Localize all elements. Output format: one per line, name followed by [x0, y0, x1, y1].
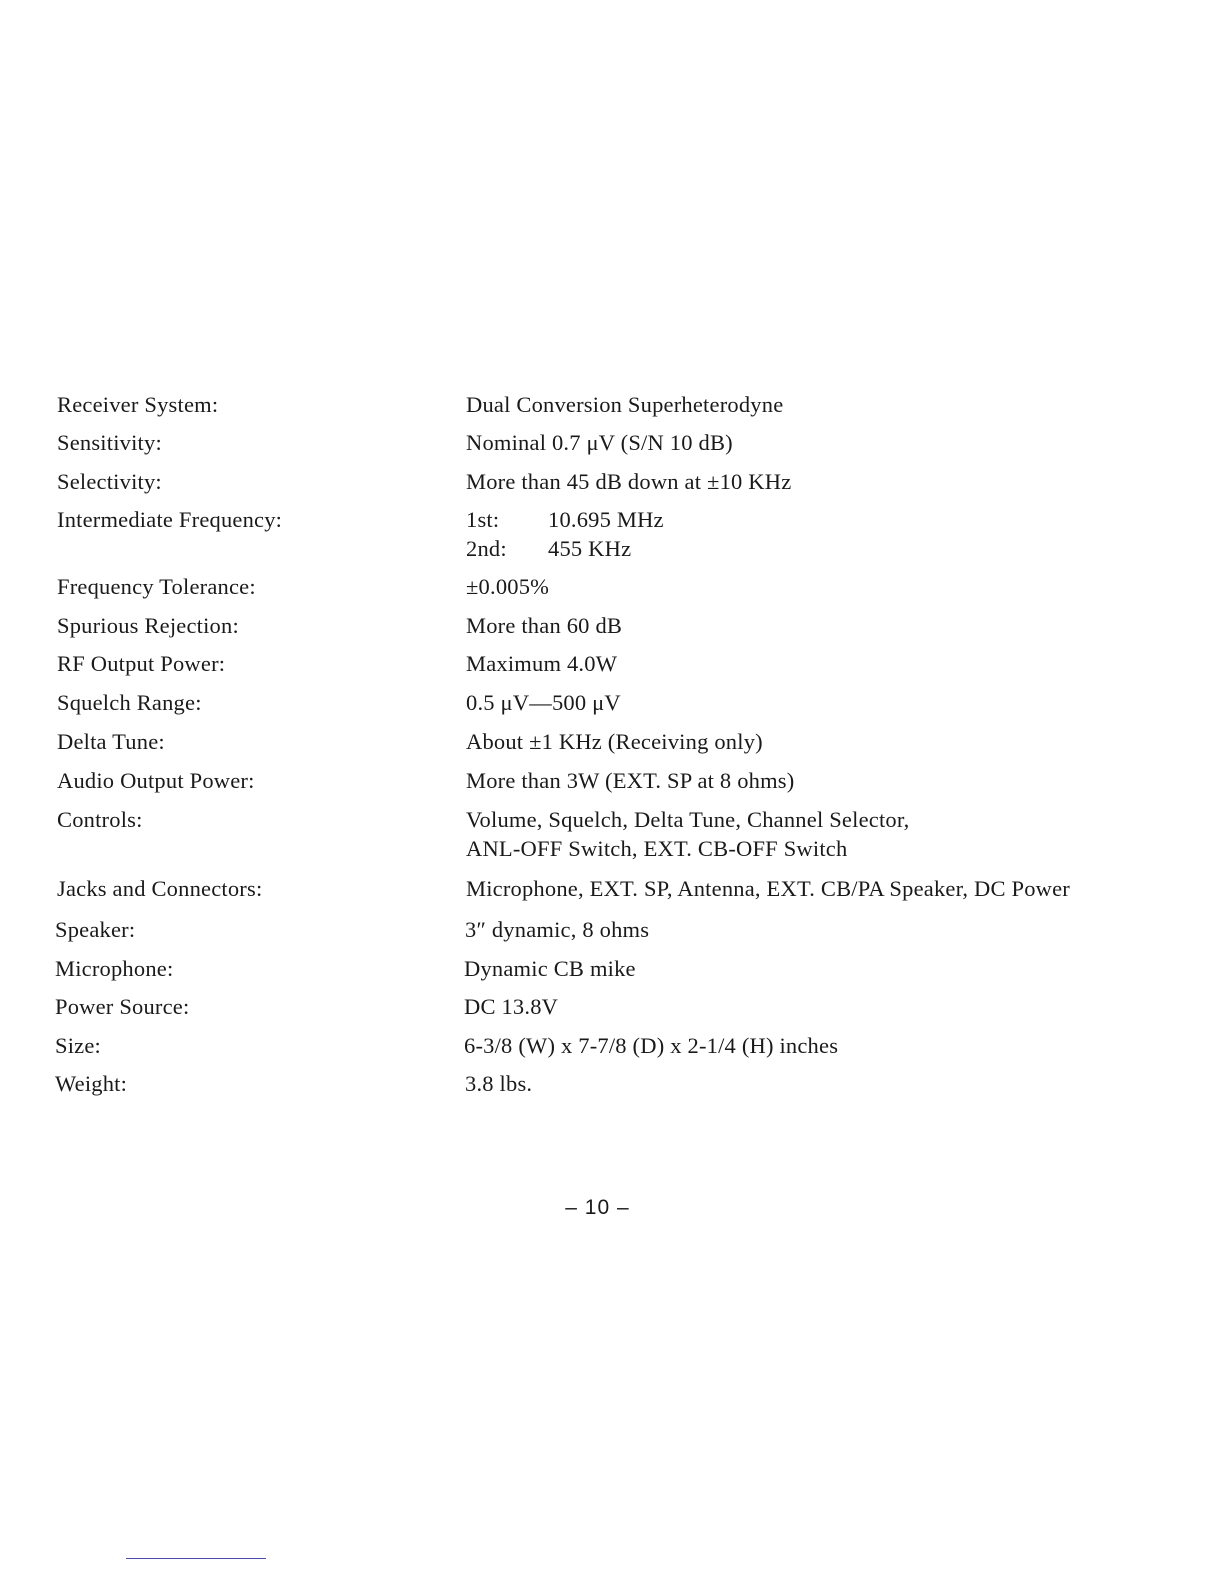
footer-rule: [126, 1558, 266, 1559]
spec-value: More than 60 dB: [466, 613, 623, 638]
spec-value: 0.5 μV—500 μV: [466, 690, 621, 715]
spec-label: Selectivity:: [57, 469, 162, 494]
if-first-line: [466, 505, 664, 534]
spec-value: 6-3/8 (W) x 7-7/8 (D) x 2-1/4 (H) inches: [464, 1033, 839, 1058]
spec-label: Audio Output Power:: [57, 768, 255, 793]
if-second-line: [466, 534, 664, 563]
spec-value: About ±1 KHz (Receiving only): [466, 729, 763, 754]
spec-label: Sensitivity:: [57, 430, 162, 455]
controls-line: Volume, Squelch, Delta Tune, Channel Selector,: [466, 807, 910, 832]
if-ordinal: 1st:: [466, 507, 500, 532]
spec-value: [466, 805, 909, 863]
spec-label: Intermediate Frequency:: [57, 507, 283, 532]
spec-value: ±0.005%: [466, 574, 550, 599]
spec-label: Power Source:: [55, 994, 190, 1019]
spec-value: More than 3W (EXT. SP at 8 ohms): [466, 768, 795, 793]
spec-label: Spurious Rejection:: [57, 613, 239, 638]
spec-label: Receiver System:: [57, 392, 219, 417]
spec-value: 3″ dynamic, 8 ohms: [465, 917, 650, 942]
spec-label: Frequency Tolerance:: [57, 574, 256, 599]
spec-label: Size:: [55, 1033, 101, 1058]
spec-label: Weight:: [55, 1071, 128, 1096]
spec-value: [466, 505, 664, 563]
spec-value: More than 45 dB down at ±10 KHz: [466, 469, 792, 494]
if-ordinal: 2nd:: [466, 536, 507, 561]
spec-value: Microphone, EXT. SP, Antenna, EXT. CB/PA Speaker, DC Power: [466, 876, 1071, 901]
controls-line: ANL-OFF Switch, EXT. CB-OFF Switch: [466, 836, 848, 861]
spec-label: Delta Tune:: [57, 729, 165, 754]
spec-label: Controls:: [57, 807, 143, 832]
if-value: 455 KHz: [548, 536, 632, 561]
spec-value: 3.8 lbs.: [465, 1071, 533, 1096]
spec-value: Dynamic CB mike: [464, 956, 636, 981]
spec-label: Speaker:: [55, 917, 136, 942]
spec-label: Microphone:: [55, 956, 174, 981]
spec-label: RF Output Power:: [57, 651, 226, 676]
spec-label: Jacks and Connectors:: [57, 876, 263, 901]
spec-label: Squelch Range:: [57, 690, 202, 715]
spec-value: Dual Conversion Superheterodyne: [466, 392, 784, 417]
spec-value: Nominal 0.7 μV (S/N 10 dB): [466, 430, 733, 455]
spec-value: DC 13.8V: [464, 994, 559, 1019]
spec-value: Maximum 4.0W: [466, 651, 618, 676]
page-number: – 10 –: [565, 1196, 630, 1219]
if-value: 10.695 MHz: [548, 507, 664, 532]
